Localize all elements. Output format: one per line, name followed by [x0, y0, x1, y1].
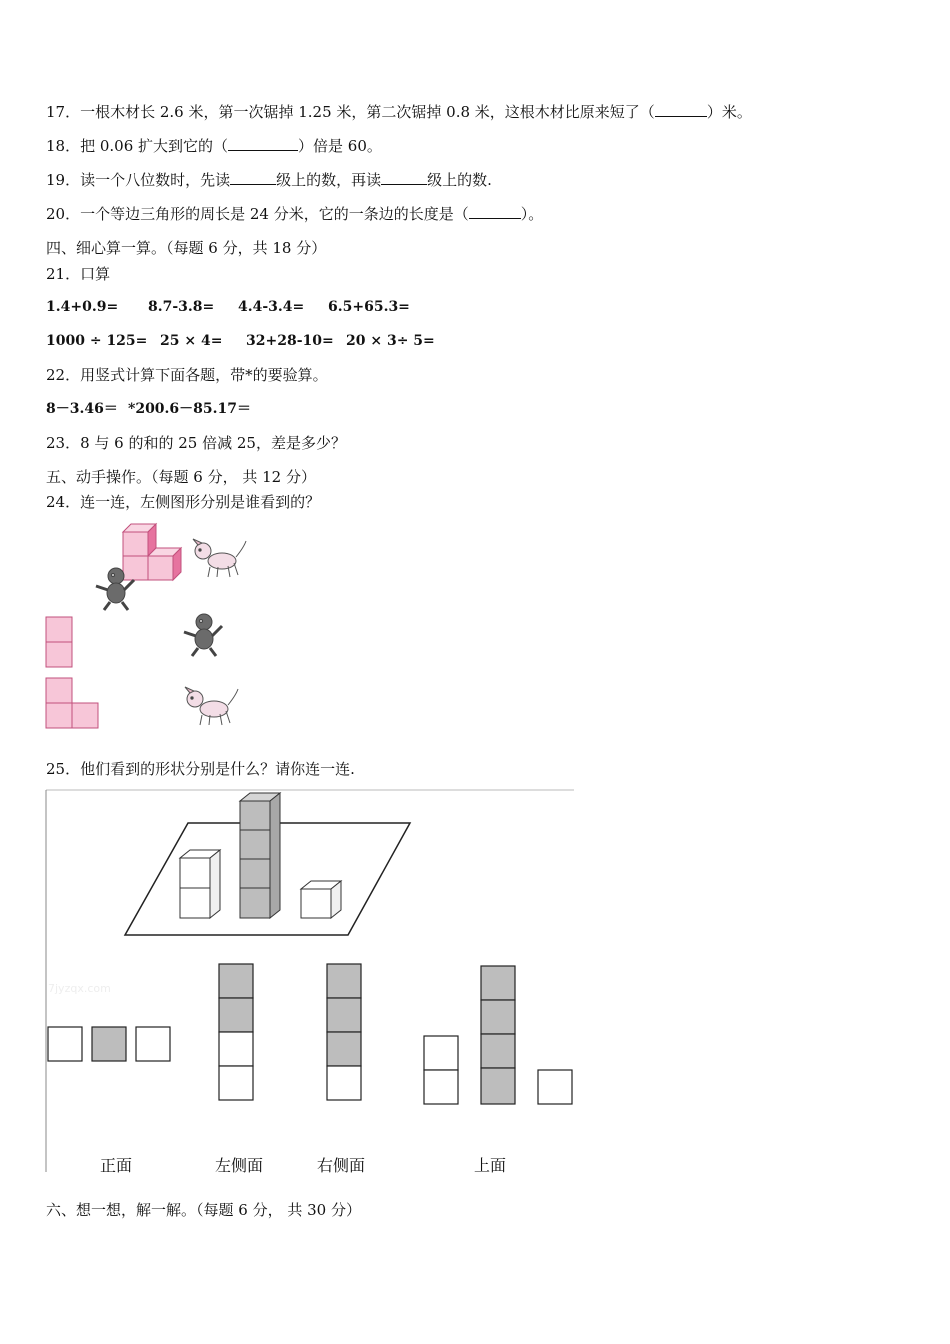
view-option-column-2 — [327, 964, 361, 1100]
question-18-tail: ）倍是 60。 — [298, 137, 382, 155]
question-17 — [46, 102, 752, 122]
dog-icon — [190, 535, 248, 579]
section-6-heading: 六、想一想，解一解。（每题 6 分， 共 30 分） — [46, 1201, 361, 1219]
question-19-tail: 级上的数. — [427, 171, 492, 189]
view-shape-l — [44, 676, 102, 732]
answer-blank[interactable] — [230, 170, 276, 185]
question-25: 25．他们看到的形状分别是什么？请你连一连. — [46, 760, 355, 778]
question-21-title: 21．口算 — [46, 265, 111, 283]
question-17-text: 17．一根木材长 2.6 米，第一次锯掉 1.25 米，第二次锯掉 0.8 米，这根木材比原来短了（ — [46, 103, 655, 121]
question-20-text: 20．一个等边三角形的周长是 24 分米，它的一条边的长度是（ — [46, 205, 469, 223]
answer-blank[interactable] — [469, 204, 521, 219]
label-right-side: 右侧面 — [317, 1156, 366, 1175]
question-20 — [46, 204, 543, 224]
calc-item: 32+28-10= — [246, 333, 334, 349]
white-stack — [180, 850, 220, 918]
calc-item: 25 × 4= — [160, 333, 223, 349]
calc-item: 1.4+0.9= — [46, 299, 119, 315]
question-24: 24．连一连，左侧图形分别是谁看到的？ — [46, 493, 321, 511]
calc-item: 20 × 3÷ 5= — [346, 333, 435, 349]
question-19-text: 19．读一个八位数时，先读 — [46, 171, 231, 189]
vertical-calc-item: *200.6－85.17＝ — [128, 401, 251, 417]
question-19-mid: 级上的数，再读 — [276, 171, 382, 189]
question-17-tail: ）米。 — [706, 103, 752, 121]
view-shape-column — [44, 615, 76, 671]
question-19 — [46, 170, 492, 190]
calc-item: 1000 ÷ 125= — [46, 333, 148, 349]
question-23: 23．8 与 6 的和的 25 倍减 25，差是多少？ — [46, 434, 346, 452]
section-5-heading: 五、动手操作。（每题 6 分， 共 12 分） — [46, 468, 316, 486]
answer-blank[interactable] — [655, 102, 707, 117]
vertical-calc-item: 8－3.46＝ — [46, 401, 118, 417]
answer-blank[interactable] — [381, 170, 427, 185]
question-20-tail: ）。 — [520, 205, 544, 223]
white-cube — [301, 881, 341, 918]
question-18 — [46, 136, 382, 156]
calc-item: 6.5+65.3= — [328, 299, 410, 315]
watermark: 7jyzqx.com — [48, 982, 111, 995]
calc-item: 4.4-3.4= — [238, 299, 305, 315]
answer-blank[interactable] — [228, 136, 298, 151]
monkey-icon — [180, 612, 226, 658]
dog-icon — [182, 683, 240, 727]
calc-item: 8.7-3.8= — [148, 299, 215, 315]
grey-stack — [240, 793, 280, 918]
monkey-icon — [92, 566, 138, 612]
section-4-heading: 四、细心算一算。（每题 6 分，共 18 分） — [46, 239, 327, 257]
view-option-top — [424, 966, 572, 1104]
label-left-side: 左侧面 — [215, 1156, 264, 1175]
label-top: 上面 — [474, 1156, 507, 1175]
q25-figure — [44, 788, 576, 1174]
question-22-title: 22．用竖式计算下面各题，带*的要验算。 — [46, 366, 328, 384]
question-18-text: 18．把 0.06 扩大到它的（ — [46, 137, 229, 155]
view-option-column-1 — [219, 964, 253, 1100]
label-front: 正面 — [100, 1156, 133, 1175]
view-option-row — [48, 1027, 170, 1061]
